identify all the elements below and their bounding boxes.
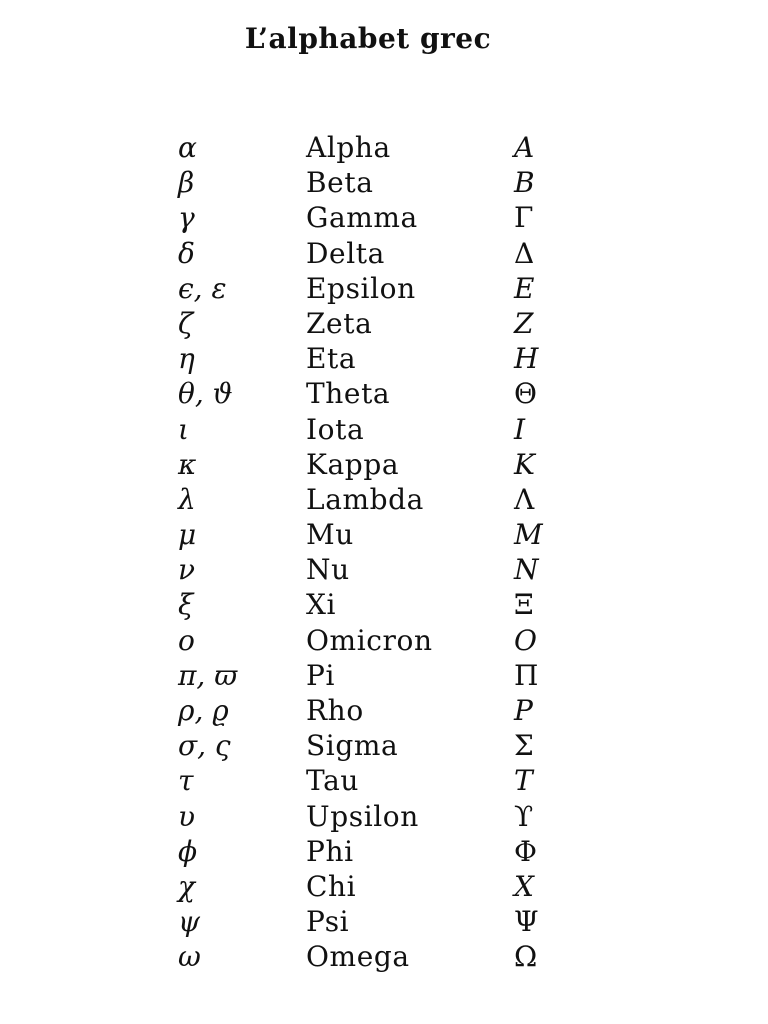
lowercase-symbol: ρ, ϱ	[178, 694, 229, 727]
letter-row	[178, 658, 578, 693]
uppercase-symbol: K	[514, 447, 535, 481]
uppercase-symbol: X	[514, 869, 534, 903]
letter-row	[178, 376, 578, 411]
uppercase-symbol: Θ	[514, 377, 537, 411]
letter-row	[178, 728, 578, 763]
letter-row	[178, 904, 578, 939]
letter-name: Rho	[306, 694, 364, 727]
lowercase-symbol: α	[178, 131, 197, 164]
letter-name: Gamma	[306, 201, 418, 235]
lowercase-symbol: ι	[178, 412, 189, 446]
letter-name: Nu	[306, 553, 350, 587]
uppercase-symbol: P	[514, 694, 533, 727]
lowercase-symbol: ζ	[178, 306, 194, 340]
uppercase-symbol: O	[514, 623, 537, 657]
letter-row	[178, 200, 578, 235]
letter-row	[178, 799, 578, 834]
letter-row	[178, 623, 578, 658]
letter-row	[178, 341, 578, 376]
letter-row	[178, 271, 578, 306]
lowercase-symbol: ξ	[178, 588, 194, 622]
letter-row	[178, 236, 578, 271]
uppercase-symbol: Δ	[514, 236, 535, 270]
lowercase-symbol: δ	[178, 236, 195, 270]
letter-row	[178, 165, 578, 200]
lowercase-symbol: γ	[178, 201, 195, 235]
letter-row	[178, 763, 578, 798]
letter-row	[178, 834, 578, 869]
page-title: L’alphabet grec	[244, 22, 492, 55]
lowercase-symbol: ω	[178, 940, 201, 974]
uppercase-symbol: I	[514, 412, 526, 446]
letter-row	[178, 130, 578, 165]
uppercase-symbol: Λ	[514, 482, 535, 516]
uppercase-symbol: T	[514, 764, 533, 798]
letter-name: Zeta	[306, 306, 373, 340]
letter-name: Delta	[306, 236, 385, 270]
letter-row	[178, 447, 578, 482]
lowercase-symbol: ϕ	[178, 834, 198, 868]
uppercase-symbol: Φ	[514, 834, 537, 868]
letter-name: Theta	[306, 377, 391, 411]
lowercase-symbol: κ	[178, 447, 197, 481]
uppercase-symbol: A	[514, 131, 535, 164]
uppercase-symbol: Ω	[514, 940, 538, 974]
uppercase-symbol: M	[514, 518, 543, 552]
letter-name: Eta	[306, 342, 357, 376]
letter-row	[178, 939, 578, 974]
uppercase-symbol: Ξ	[514, 588, 534, 622]
letter-name: Kappa	[306, 447, 400, 481]
uppercase-symbol: Π	[514, 658, 539, 692]
letter-row	[178, 869, 578, 904]
lowercase-symbol: μ	[178, 518, 197, 552]
letter-name: Phi	[306, 834, 354, 868]
letter-row	[178, 693, 578, 728]
letter-name: Alpha	[306, 131, 391, 164]
uppercase-symbol: Σ	[514, 729, 534, 763]
uppercase-symbol: N	[514, 553, 539, 587]
letter-name: Epsilon	[306, 271, 416, 305]
uppercase-symbol: H	[514, 342, 539, 376]
letter-name: Pi	[306, 658, 335, 692]
lowercase-symbol: ψ	[178, 905, 200, 939]
lowercase-symbol: o	[178, 623, 195, 657]
uppercase-symbol: B	[514, 166, 535, 200]
uppercase-symbol: Ψ	[514, 905, 539, 939]
letter-name: Psi	[306, 905, 350, 939]
lowercase-symbol: λ	[178, 482, 196, 516]
letter-name: Iota	[306, 412, 365, 446]
uppercase-symbol: E	[514, 271, 535, 305]
uppercase-symbol: Z	[514, 306, 534, 340]
lowercase-symbol: β	[178, 166, 195, 200]
lowercase-symbol: ν	[178, 553, 196, 587]
letter-row	[178, 552, 578, 587]
uppercase-symbol: Γ	[514, 201, 534, 235]
letter-name: Tau	[306, 764, 360, 798]
letter-name: Xi	[306, 588, 337, 622]
letter-name: Chi	[306, 869, 357, 903]
letter-name: Omega	[306, 940, 410, 974]
letter-row	[178, 306, 578, 341]
lowercase-symbol: η	[178, 342, 195, 376]
lowercase-symbol: τ	[178, 764, 194, 798]
letter-name: Lambda	[306, 482, 424, 516]
letter-row	[178, 482, 578, 517]
uppercase-symbol: ϒ	[514, 799, 534, 833]
lowercase-symbol: θ, ϑ	[178, 377, 233, 411]
letter-name: Mu	[306, 518, 354, 552]
letter-name: Sigma	[306, 729, 399, 763]
lowercase-symbol: υ	[178, 799, 196, 833]
letter-row	[178, 412, 578, 447]
letter-name: Upsilon	[306, 799, 419, 833]
greek-alphabet-table	[178, 130, 578, 975]
letter-name: Beta	[306, 166, 374, 200]
lowercase-symbol: π, ϖ	[178, 658, 238, 692]
lowercase-symbol: ϵ, ε	[178, 271, 227, 305]
letter-name: Omicron	[306, 623, 433, 657]
lowercase-symbol: σ, ς	[178, 729, 231, 763]
lowercase-symbol: χ	[178, 869, 195, 903]
letter-row	[178, 517, 578, 552]
letter-row	[178, 587, 578, 622]
